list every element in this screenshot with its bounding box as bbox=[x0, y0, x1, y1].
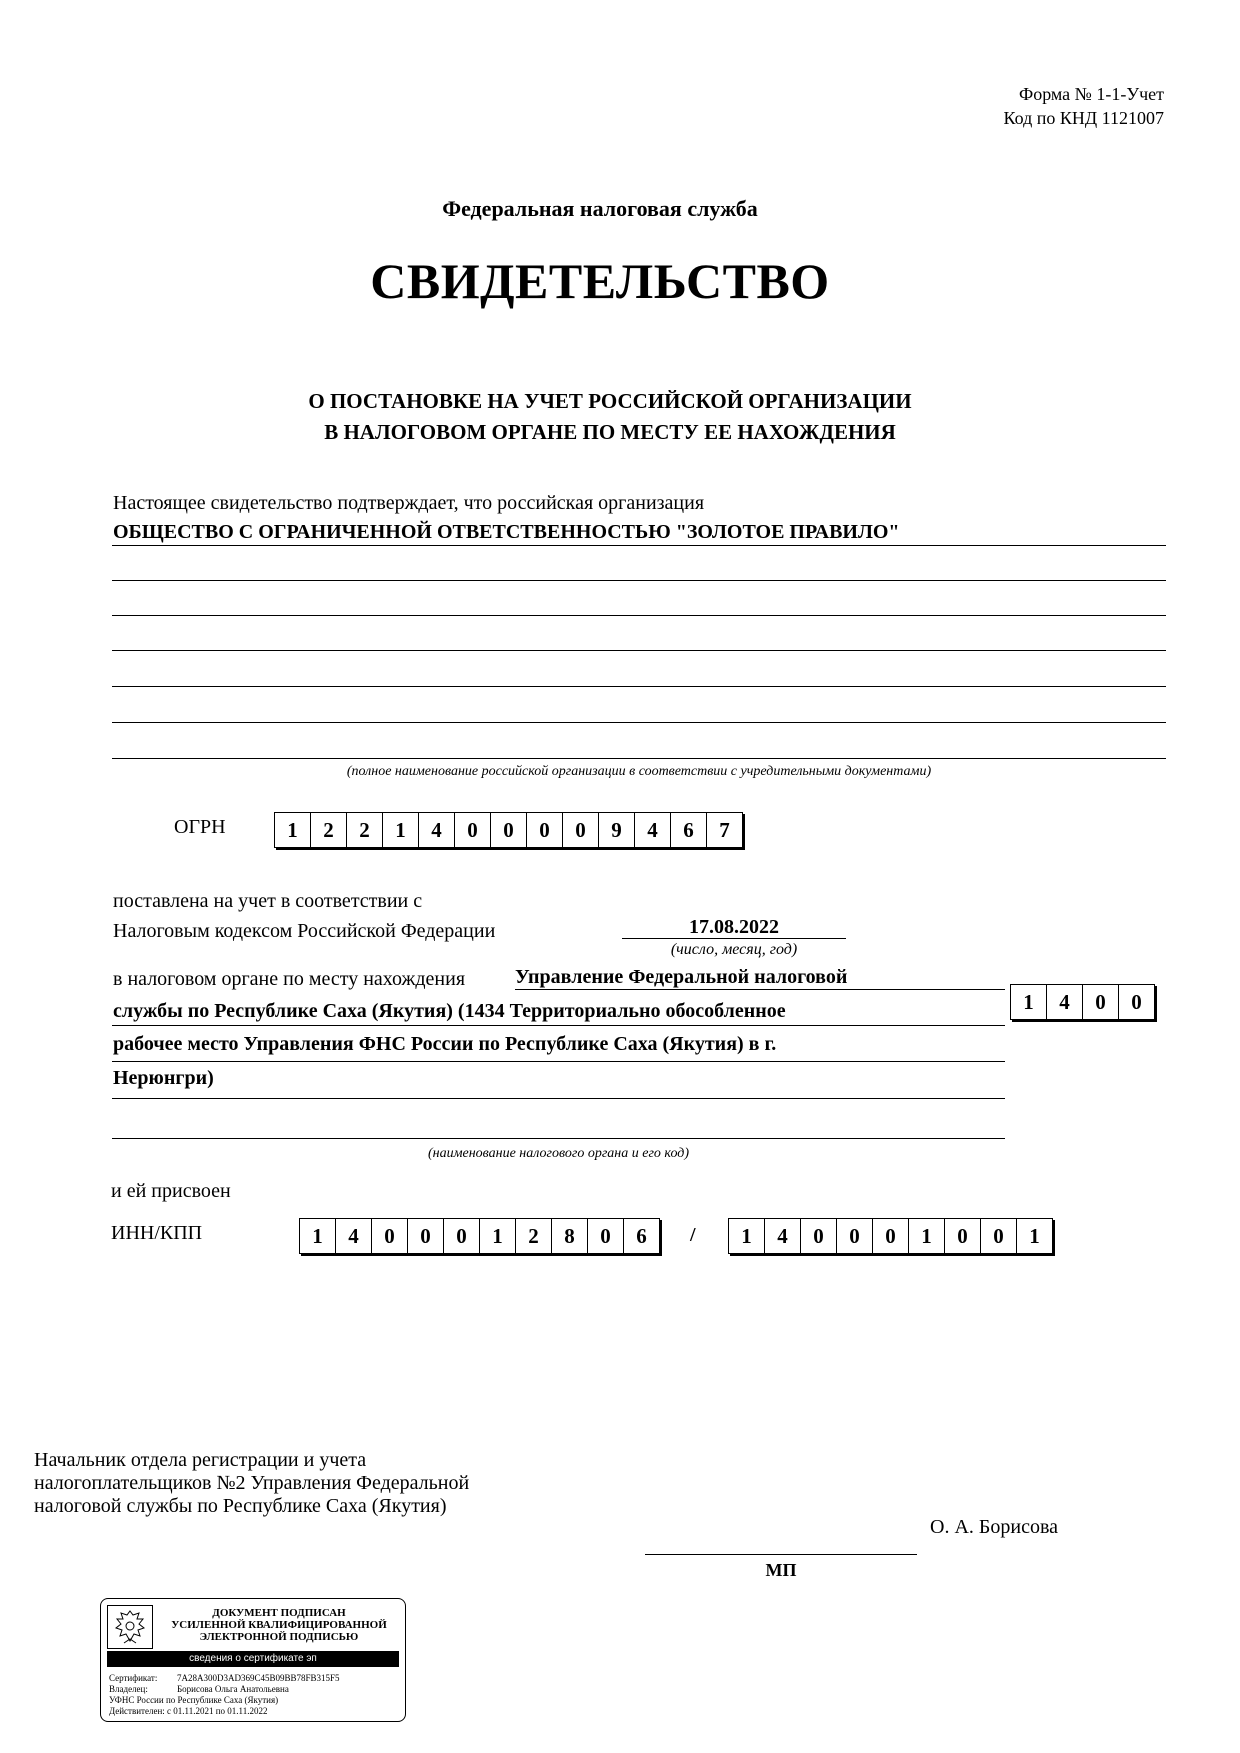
emblem-icon bbox=[107, 1605, 153, 1649]
signer-position bbox=[34, 1449, 469, 1518]
stamp-info bbox=[109, 1673, 340, 1717]
ogrn-digit: 0 bbox=[455, 813, 491, 847]
stamp-line-3: ЭЛЕКТРОННОЙ ПОДПИСЬЮ bbox=[199, 1631, 359, 1643]
tax-authority-line-2: службы по Республике Саха (Якутия) (1434 Территориально обособленное bbox=[113, 1000, 786, 1022]
org-line-3 bbox=[112, 615, 1166, 616]
tax-authority-line-3: рабочее место Управления ФНС России по Республике Саха (Якутия) в г. bbox=[113, 1033, 777, 1055]
subtitle-line-1: О ПОСТАНОВКЕ НА УЧЕТ РОССИЙСКОЙ ОРГАНИЗАЦИИ bbox=[308, 389, 912, 413]
inn-kpp-slash: / bbox=[690, 1224, 696, 1246]
cert-label: Сертификат: bbox=[109, 1673, 158, 1683]
signer-name: О. А. Борисова bbox=[930, 1516, 1059, 1538]
inn-digit: 8 bbox=[552, 1219, 588, 1253]
agency-name: Федеральная налоговая служба bbox=[442, 196, 758, 221]
kpp-digit: 1 bbox=[1017, 1219, 1053, 1253]
ogrn-digit: 9 bbox=[599, 813, 635, 847]
signer-line-3: налоговой службы по Республике Саха (Якутия) bbox=[34, 1495, 447, 1517]
signer-line-2: налогоплательщиков №2 Управления Федеральной bbox=[34, 1472, 470, 1494]
kpp-digit: 1 bbox=[909, 1219, 945, 1253]
kpp-digit: 4 bbox=[765, 1219, 801, 1253]
ta-line-4 bbox=[112, 1098, 1005, 1099]
ogrn-cells bbox=[274, 812, 743, 848]
valid-label: Действителен: bbox=[109, 1706, 165, 1716]
ogrn-digit: 4 bbox=[635, 813, 671, 847]
ogrn-label: ОГРН bbox=[174, 816, 226, 838]
kpp-cells bbox=[728, 1218, 1053, 1254]
org-line-6 bbox=[112, 722, 1166, 723]
tax-authority-code-digit: 0 bbox=[1083, 985, 1119, 1019]
tax-authority-line-4: Нерюнгри) bbox=[113, 1067, 214, 1089]
stamp-cert-bar: сведения о сертификате эп bbox=[107, 1651, 399, 1667]
ta-line-5 bbox=[112, 1138, 1005, 1139]
ogrn-digit: 0 bbox=[491, 813, 527, 847]
stamp-heading bbox=[159, 1607, 399, 1643]
kpp-digit: 0 bbox=[945, 1219, 981, 1253]
tax-authority-line-1: Управление Федеральной налоговой bbox=[515, 966, 848, 988]
seal-mark: МП bbox=[765, 1560, 797, 1580]
ta-line-1 bbox=[515, 989, 1005, 990]
org-caption: (полное наименование российской организации в соответствии с учредительными документами) bbox=[346, 764, 932, 779]
inn-digit: 1 bbox=[480, 1219, 516, 1253]
inn-digit: 0 bbox=[444, 1219, 480, 1253]
tax-authority-prefix: в налоговом органе по месту нахождения bbox=[113, 968, 466, 990]
cert-value: 7A28A300D3AD369C45B09BB78FB315F5 bbox=[177, 1673, 340, 1683]
e-signature-stamp bbox=[100, 1598, 406, 1722]
stamp-org: УФНС России по Республике Саха (Якутия) bbox=[109, 1695, 279, 1705]
registration-date: 17.08.2022 bbox=[689, 916, 779, 938]
assigned-text: и ей присвоен bbox=[111, 1180, 231, 1202]
kpp-digit: 1 bbox=[729, 1219, 765, 1253]
signature-line bbox=[645, 1554, 917, 1555]
subtitle-line-2: В НАЛОГОВОМ ОРГАНЕ ПО МЕСТУ ЕЕ НАХОЖДЕНИЯ bbox=[324, 420, 896, 444]
date-caption: (число, месяц, год) bbox=[670, 941, 798, 958]
org-line-2 bbox=[112, 580, 1166, 581]
kpp-digit: 0 bbox=[873, 1219, 909, 1253]
date-line bbox=[622, 938, 846, 939]
inn-digit: 1 bbox=[300, 1219, 336, 1253]
inn-digit: 4 bbox=[336, 1219, 372, 1253]
document-subtitle bbox=[0, 386, 1230, 448]
document-title: СВИДЕТЕЛЬСТВО bbox=[370, 253, 830, 309]
kpp-digit: 0 bbox=[801, 1219, 837, 1253]
org-line-4 bbox=[112, 650, 1166, 651]
inn-digit: 0 bbox=[588, 1219, 624, 1253]
tax-authority-code-digit: 0 bbox=[1119, 985, 1155, 1019]
ogrn-digit: 1 bbox=[383, 813, 419, 847]
org-line-7 bbox=[112, 758, 1166, 759]
inn-cells bbox=[299, 1218, 660, 1254]
owner-label: Владелец: bbox=[109, 1684, 148, 1694]
organization-name: ОБЩЕСТВО С ОГРАНИЧЕННОЙ ОТВЕТСТВЕННОСТЬЮ "ЗОЛОТОЕ ПРАВИЛО" bbox=[113, 521, 900, 543]
ogrn-digit: 6 bbox=[671, 813, 707, 847]
ogrn-digit: 2 bbox=[311, 813, 347, 847]
tax-authority-code-digit: 1 bbox=[1011, 985, 1047, 1019]
ogrn-digit: 1 bbox=[275, 813, 311, 847]
intro-text: Настоящее свидетельство подтверждает, что российская организация bbox=[113, 492, 705, 514]
ogrn-digit: 4 bbox=[419, 813, 455, 847]
kpp-digit: 0 bbox=[981, 1219, 1017, 1253]
owner-value: Борисова Ольга Анатольевна bbox=[177, 1684, 289, 1694]
org-line-5 bbox=[112, 686, 1166, 687]
valid-value: с 01.11.2021 по 01.11.2022 bbox=[167, 1706, 268, 1716]
tax-authority-code-digit: 4 bbox=[1047, 985, 1083, 1019]
kpp-digit: 0 bbox=[837, 1219, 873, 1253]
inn-digit: 2 bbox=[516, 1219, 552, 1253]
ogrn-digit: 2 bbox=[347, 813, 383, 847]
ogrn-digit: 0 bbox=[527, 813, 563, 847]
form-code bbox=[1004, 82, 1165, 130]
inn-digit: 0 bbox=[408, 1219, 444, 1253]
registered-line-1: поставлена на учет в соответствии с bbox=[113, 890, 423, 912]
ta-line-3 bbox=[112, 1061, 1005, 1062]
ta-line-2 bbox=[112, 1025, 1005, 1026]
registered-line-2: Налоговым кодексом Российской Федерации bbox=[113, 920, 496, 942]
inn-kpp-label: ИНН/КПП bbox=[111, 1222, 203, 1244]
inn-digit: 0 bbox=[372, 1219, 408, 1253]
tax-authority-caption: (наименование налогового органа и его код) bbox=[427, 1146, 690, 1161]
stamp-line-2: УСИЛЕННОЙ КВАЛИФИЦИРОВАННОЙ bbox=[171, 1619, 387, 1631]
signer-line-1: Начальник отдела регистрации и учета bbox=[34, 1449, 367, 1471]
ogrn-digit: 0 bbox=[563, 813, 599, 847]
knd-code: Код по КНД 1121007 bbox=[1003, 108, 1164, 128]
ogrn-digit: 7 bbox=[707, 813, 743, 847]
form-number: Форма № 1-1-Учет bbox=[1018, 84, 1164, 104]
org-line-1 bbox=[112, 545, 1166, 546]
stamp-line-1: ДОКУМЕНТ ПОДПИСАН bbox=[212, 1607, 346, 1619]
inn-digit: 6 bbox=[624, 1219, 660, 1253]
tax-authority-code-cells bbox=[1010, 984, 1155, 1020]
